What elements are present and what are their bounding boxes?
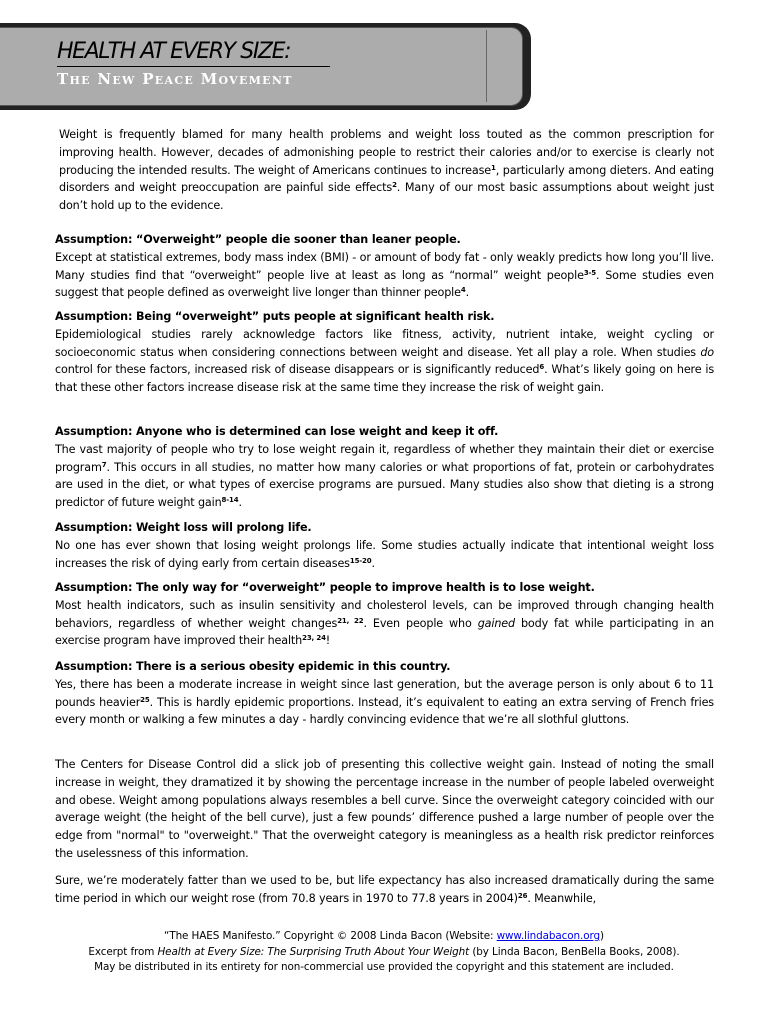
assumption-section-4 — [55, 519, 714, 572]
footer-line-1: “The HAES Manifesto.” Copyright © 2008 Linda Bacon (Website: www.lindabacon.org) — [164, 930, 604, 942]
section-heading: Assumption: “Overweight” people die sooner than leaner people. — [55, 233, 461, 246]
assumption-section-5 — [55, 579, 714, 650]
reference-marker: 6 — [539, 363, 545, 372]
reference-marker: 25 — [140, 695, 150, 704]
section-heading: Assumption: Being “overweight” puts people at significant health risk. — [55, 310, 495, 323]
reference-marker: 8-14 — [221, 496, 239, 505]
reference-marker: 15-20 — [349, 556, 372, 565]
footer-line-2: Excerpt from Health at Every Size: The Surprising Truth About Your Weight (by Linda Bacon, BenBella Books, 2008). — [88, 945, 680, 958]
book-title: Health at Every Size: The Surprising Truth About Your Weight — [157, 945, 470, 958]
assumption-section-1 — [55, 231, 714, 302]
section-heading: Assumption: Anyone who is determined can lose weight and keep it off. — [55, 425, 499, 438]
section-body: Most health indicators, such as insulin sensitivity and cholesterol levels, can be improved through changing health behaviors, regardless of whether weight changes$^{21, 22}$. Even people who gained body fat while participating in an exercise program have improved their health$^{23, 24}$! — [55, 598, 714, 648]
section-heading: Assumption: Weight loss will prolong life. — [55, 521, 312, 534]
section-body: The vast majority of people who try to lose weight regain it, regardless of whether they maintain their diet or exercise program$^7$. This occurs in all studies, no matter how many calories or what proportions of fat, protein or carbohydrates are used in the diet, or what types of exercise programs are pursued. Many studies also show that dieting is a strong predictor of future weight gain$^{8-14}$. — [55, 442, 714, 510]
reference-marker: 26 — [517, 891, 528, 900]
reference-marker: 7 — [101, 460, 107, 469]
assumption-section-6 — [55, 658, 714, 729]
section-body: No one has ever shown that losing weight prolongs life. Some studies actually indicate that intentional weight loss increases the risk of dying early from certain diseases$^{15-20}$. — [55, 538, 714, 570]
reference-marker: 2 — [392, 181, 397, 190]
section-body: Except at statistical extremes, body mass index (BMI) - or amount of body fat - only weakly predicts how long you’ll live. Many studies find that “overweight” people live at least as long as “normal” weight people$^{3-5}$. Some studies even suggest that people defined as overweight live longer than thinner people$^4$. — [55, 250, 714, 300]
reference-marker: 4 — [460, 286, 466, 295]
reference-marker: 3-5 — [583, 268, 597, 277]
assumption-section-3 — [55, 423, 714, 512]
banner-tab-decoration — [486, 30, 521, 102]
section-body: Yes, there has been a moderate increase in weight since last generation, but the average person is only about 6 to 11 pounds heavier$^{25}$. This is hardly epidemic proportions. Instead, it’s equivalent to eating an extra serving of French fries every month or walking a few minutes a day - hardly convincing evidence that we’re all slothful gluttons. — [55, 677, 714, 727]
title-underline — [57, 66, 330, 67]
section-body: Epidemiological studies rarely acknowledge factors like fitness, activity, nutrient intake, weight cycling or socioeconomic status when considering connections between weight and disease. Yet all play a role. When studies do control for these factors, increased risk of disease disappears or is significantly reduced$^6$. What’s likely going on here is that these other factors increase disease risk at the same time they increase the risk of weight gain. — [55, 327, 714, 395]
section-heading: Assumption: There is a serious obesity epidemic in this country. — [55, 660, 451, 673]
life-expectancy-paragraph: Sure, we’re moderately fatter than we used to be, but life expectancy has also increased dramatically during the same time period in which our weight rose (from 70.8 years in 1970 to 77.8 years in 2004)$^{26}$. Meanwhile, — [55, 874, 714, 905]
copyright-footer — [40, 929, 728, 976]
page-title: HEALTH AT EVERY SIZE: — [57, 39, 291, 64]
cdc-paragraph: The Centers for Disease Control did a slick job of presenting this collective weight gain. Instead of noting the small increase in weight, they dramatized it by showing the percentage increase in the number of people labeled overweight and obese. Weight among populations always resembles a bell curve. Since the overweight category coincided with our average weight (the height of the bell curve), just a few pounds’ difference pushed a large number of people over the edge from "normal" to "overweight." That the overweight category is meaningless as a health risk predictor reinforces the uselessness of this information. — [55, 758, 714, 860]
reference-marker: 21, 22 — [337, 616, 364, 625]
section-heading: Assumption: The only way for “overweight” people to improve health is to lose weight. — [55, 581, 595, 594]
assumption-section-2 — [55, 308, 714, 397]
footer-line-3: May be distributed in its entirety for non-commercial use provided the copyright and this statement are included. — [94, 961, 674, 973]
reference-marker: 23, 24 — [302, 634, 326, 643]
website-link[interactable]: www.lindabacon.org — [496, 930, 600, 942]
reference-marker: 1 — [491, 163, 496, 172]
intro-paragraph: Weight is frequently blamed for many health problems and weight loss touted as the common prescription for improving health. However, decades of admonishing people to restrict their calories and/or to exercise is clearly not producing the intended results. The weight of Americans continues to increase$^1$, particularly among dieters. And eating disorders and weight preoccupation are painful side effects$^2$. Many of our most basic assumptions about weight just don’t hold up to the evidence. — [59, 128, 714, 213]
page-subtitle: The New Peace Movement — [57, 70, 293, 88]
